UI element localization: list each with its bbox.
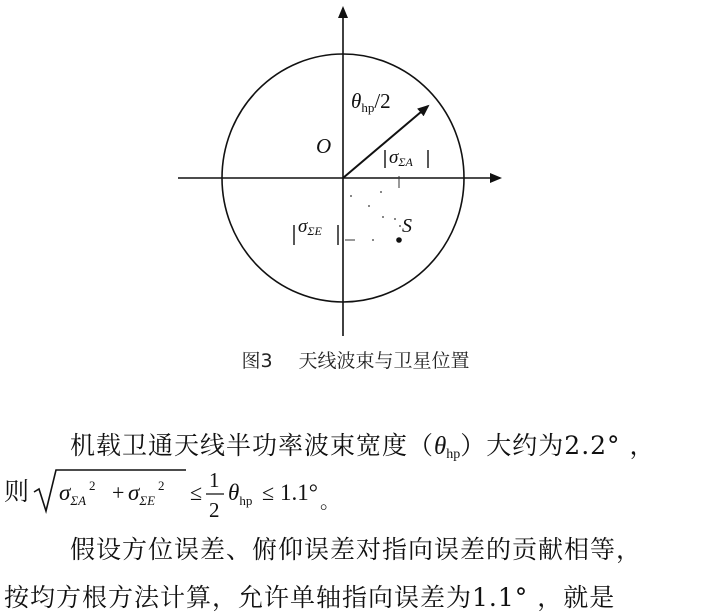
caption-number: 图3 — [241, 350, 273, 372]
beam-half-width-label: θhp/2 — [351, 89, 391, 115]
sigma-a-label: σΣA — [389, 147, 413, 169]
fraction-denominator: 2 — [209, 498, 220, 522]
origin-label: O — [316, 134, 332, 158]
fraction-numerator: 1 — [209, 468, 220, 492]
projection-dots — [350, 191, 401, 241]
paragraph-2-line-1: 假设方位误差、俯仰误差对指向误差的贡献相等， — [70, 535, 643, 564]
satellite-label: S — [402, 215, 412, 237]
formula-result: 1.1° — [280, 480, 318, 505]
plus-sign: + — [112, 480, 125, 505]
formula-prefix: 则 — [4, 477, 30, 506]
line-1-rest: ）大约为2.2° ， — [460, 431, 656, 460]
sigma-e-term: $\sigma_{\Sigma E}^2$ — [128, 478, 165, 508]
pointing-error-formula — [0, 462, 711, 524]
paragraph-2-line-2: 按均方根方法计算，允许单轴指向误差为1.1° ，就是 — [4, 583, 616, 612]
caption-title: 天线波束与卫星位置 — [298, 350, 470, 372]
sigma-e-label: σΣE — [298, 216, 322, 238]
paragraph-1-line-1 — [70, 426, 711, 463]
formula-end-mark: 。 — [320, 489, 340, 513]
theta-hp-term: $\theta_{hp}$ — [228, 480, 253, 508]
figure-caption — [0, 346, 711, 373]
satellite-point — [396, 237, 402, 243]
sigma-a-term: $\sigma_{\Sigma A}^2$ — [59, 478, 96, 508]
leq-sign-2: ≤ — [262, 480, 275, 505]
leq-sign-1: ≤ — [190, 480, 203, 505]
line-1-text: 机载卫通天线半功率波束宽度（ — [70, 431, 435, 460]
theta-hp-symbol: $\theta_{hp}$ — [434, 433, 461, 462]
